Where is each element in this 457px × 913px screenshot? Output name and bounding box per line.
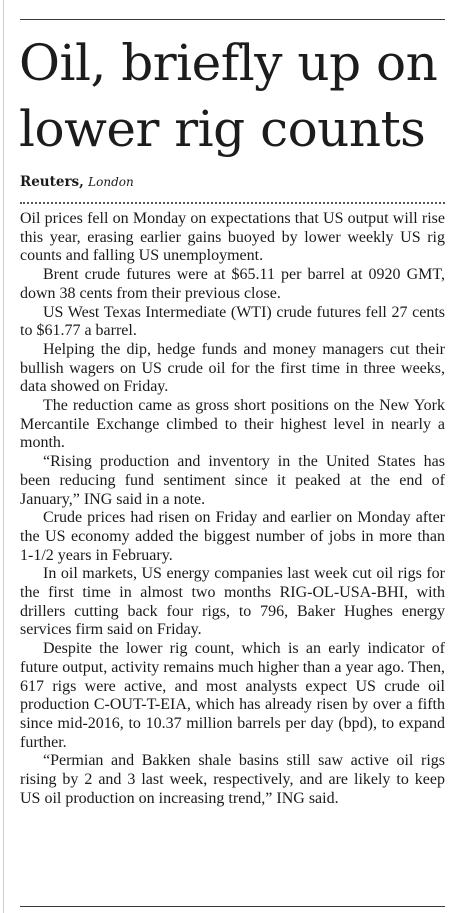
paragraph-3: US West Texas Intermediate (WTI) crude futures fell 27 cents to $61.77 a barrel. [20, 303, 445, 340]
paragraph-1: Oil prices fell on Monday on expectations that US output will rise this year, erasing earlier gains buoyed by lower weekly US rig counts and falling US unemployment. [20, 210, 445, 265]
column-divider [3, 0, 4, 913]
byline-place: London [88, 175, 134, 189]
byline-agency: Reuters, [20, 174, 84, 190]
paragraph-7: Crude prices had risen on Friday and earlier on Monday after the US economy added the biggest number of jobs in more than 1-1/2 years in February. [20, 509, 445, 564]
paragraph-2: Brent crude futures were at $65.11 per barrel at 0920 GMT, down 38 cents from their previous close. [20, 266, 445, 302]
top-rule [20, 19, 445, 20]
byline [20, 173, 134, 191]
paragraph-8: In oil markets, US energy companies last week cut oil rigs for the first time in almost two months RIG-OL-USA-BHI, with drillers cutting back four rigs, to 796, Baker Hughes energy services firm said on Friday. [20, 565, 445, 639]
article-headline: Oil, briefly up on lower rig counts [19, 34, 438, 158]
dotted-separator [20, 202, 445, 204]
bottom-rule [20, 906, 445, 907]
paragraph-6: “Rising production and inventory in the United States has been reducing fund sentiment since it peaked at the end of January,” ING said in a note. [20, 453, 445, 508]
paragraph-5: The reduction came as gross short positions on the New York Mercantile Exchange climbed to their highest level in nearly a month. [20, 397, 445, 452]
paragraph-10: “Permian and Bakken shale basins still saw active oil rigs rising by 2 and 3 last week, respectively, and are likely to keep US oil production on increasing trend,” ING said. [20, 752, 445, 807]
paragraph-9: Despite the lower rig count, which is an early indicator of future output, activity remains much higher than a year ago. Then, 617 rigs were active, and most analysts expect US crude oil production C-OUT-T-EIA, which has already risen by over a fifth since mid-2016, to 10.37 million barrels per day (bpd), to expand further. [20, 640, 445, 751]
article-body [20, 210, 445, 809]
paragraph-4: Helping the dip, hedge funds and money managers cut their bullish wagers on US crude oil for the first time in three weeks, data showed on Friday. [20, 340, 445, 396]
